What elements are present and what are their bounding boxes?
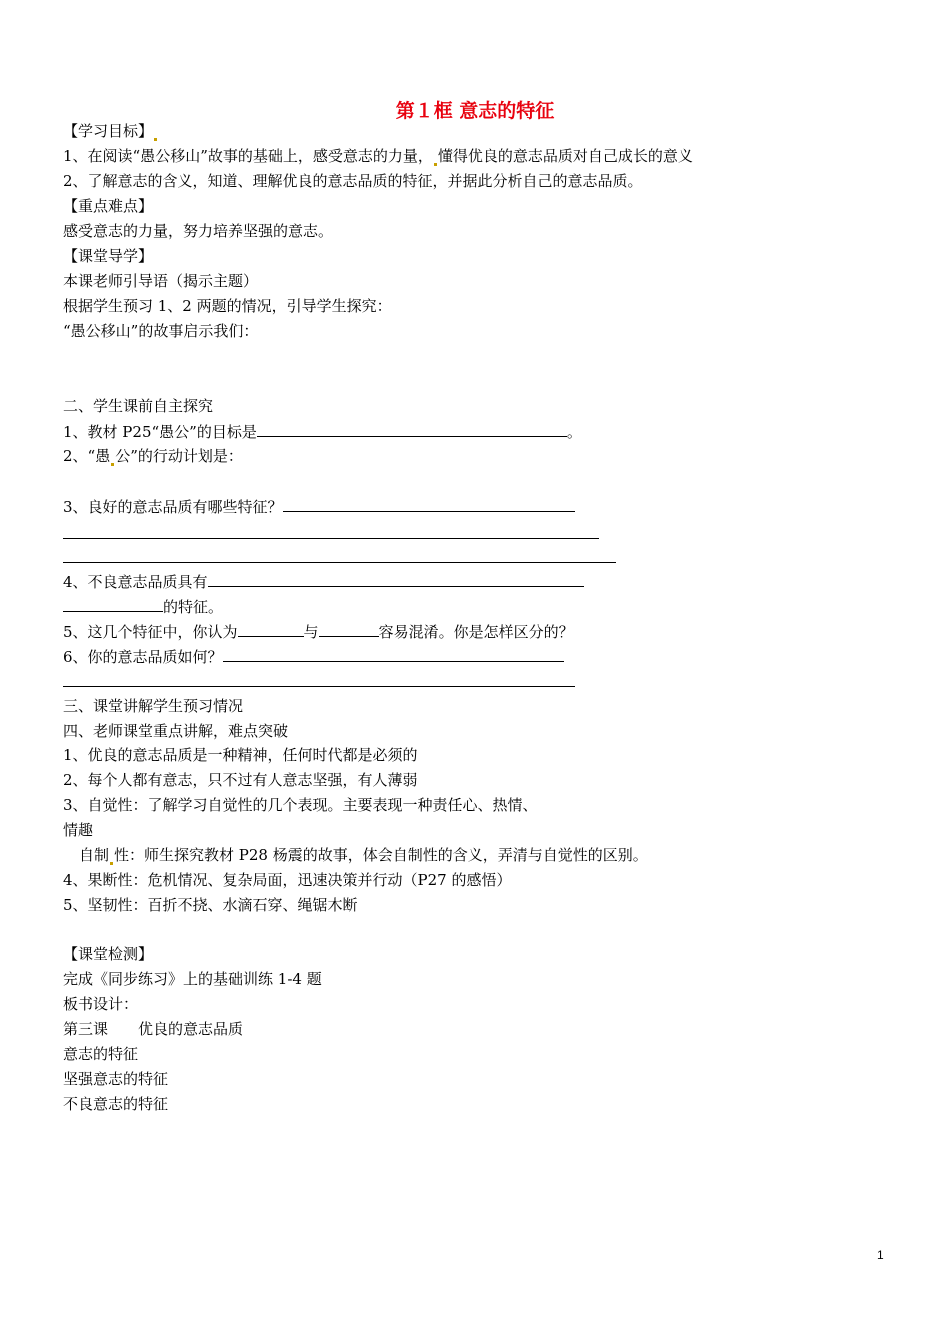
board-line-3: 坚强意志的特征 — [63, 1070, 169, 1088]
answer-blank[interactable] — [319, 621, 379, 637]
answer-blank[interactable] — [63, 596, 163, 612]
point-2: 2、每个人都有意志，只不过有人意志坚强，有人薄弱 — [63, 771, 418, 789]
point-5: 5、坚韧性：百折不挠、水滴石穿、绳锯木断 — [63, 896, 358, 914]
point-1: 1、优良的意志品质是一种精神，任何时代都是必须的 — [63, 746, 418, 764]
question-5: 5、这几个特征中，你认为 与 容易混淆。你是怎样区分的？ — [63, 623, 574, 641]
objective-item-2: 2、了解意志的含义，知道、理解优良的意志品质的特征，并据此分析自己的意志品质。 — [63, 172, 643, 190]
page-title: 第１框 意志的特征 — [395, 100, 555, 122]
question-3: 3、良好的意志品质有哪些特征？ — [63, 496, 575, 517]
annotation-mark — [111, 463, 114, 466]
objectives-heading: 【学习目标】 — [63, 121, 158, 141]
check-text: 完成《同步练习》上的基础训练 1-4 题 — [63, 970, 322, 988]
annotation-mark — [154, 138, 157, 141]
board-line-4: 不良意志的特征 — [63, 1095, 169, 1113]
answer-blank[interactable] — [283, 496, 575, 512]
annotation-mark — [110, 862, 113, 865]
answer-blank[interactable] — [257, 421, 567, 437]
board-line-2: 意志的特征 — [63, 1045, 139, 1063]
answer-blank[interactable] — [208, 571, 584, 587]
answer-line[interactable] — [63, 538, 599, 539]
annotation-mark — [434, 163, 437, 166]
guide-line-1: 本课老师引导语（揭示主题） — [63, 272, 259, 290]
guide-line-3: “愚公移山”的故事启示我们： — [63, 322, 259, 340]
section-3-heading: 三、课堂讲解学生预习情况 — [63, 697, 244, 715]
board-heading: 板书设计： — [63, 995, 139, 1013]
answer-line[interactable] — [63, 686, 575, 687]
point-3-continued: 情趣 — [63, 821, 94, 839]
section-4-heading: 四、老师课堂重点讲解，难点突破 — [63, 722, 289, 740]
answer-line[interactable] — [63, 562, 616, 563]
question-4: 4、不良意志品质具有 — [63, 571, 584, 592]
check-heading: 【课堂检测】 — [63, 945, 154, 963]
objective-item-1: 1、在阅读“愚公移山”故事的基础上，感受意志的力量， 懂得优良的意志品质对自己成长的意义 — [63, 147, 693, 165]
point-self-control: 自制 性：师生探究教材 P28 杨震的故事，体会自制性的含义，弄清与自觉性的区别。 — [79, 846, 648, 864]
answer-blank[interactable] — [238, 621, 304, 637]
page-number: 1 — [877, 1248, 884, 1262]
answer-blank[interactable] — [223, 646, 564, 662]
question-1: 1、教材 P25“愚公”的目标是 。 — [63, 423, 582, 441]
point-3: 3、自觉性：了解学习自觉性的几个表现。主要表现一种责任心、热情、 — [63, 796, 538, 814]
guide-heading: 【课堂导学】 — [63, 247, 154, 265]
board-line-1: 第三课 优良的意志品质 — [63, 1020, 244, 1038]
key-points-heading: 【重点难点】 — [63, 197, 154, 215]
question-2: 2、“愚 公”的行动计划是： — [63, 447, 243, 465]
section-2-heading: 二、学生课前自主探究 — [63, 397, 214, 415]
question-6: 6、你的意志品质如何？ — [63, 646, 564, 667]
guide-line-2: 根据学生预习 1、2 两题的情况，引导学生探究： — [63, 297, 392, 315]
point-4: 4、果断性：危机情况、复杂局面，迅速决策并行动（P27 的感悟） — [63, 871, 512, 889]
key-points-text: 感受意志的力量，努力培养坚强的意志。 — [63, 222, 334, 240]
question-4-tail: 的特征。 — [63, 596, 223, 617]
